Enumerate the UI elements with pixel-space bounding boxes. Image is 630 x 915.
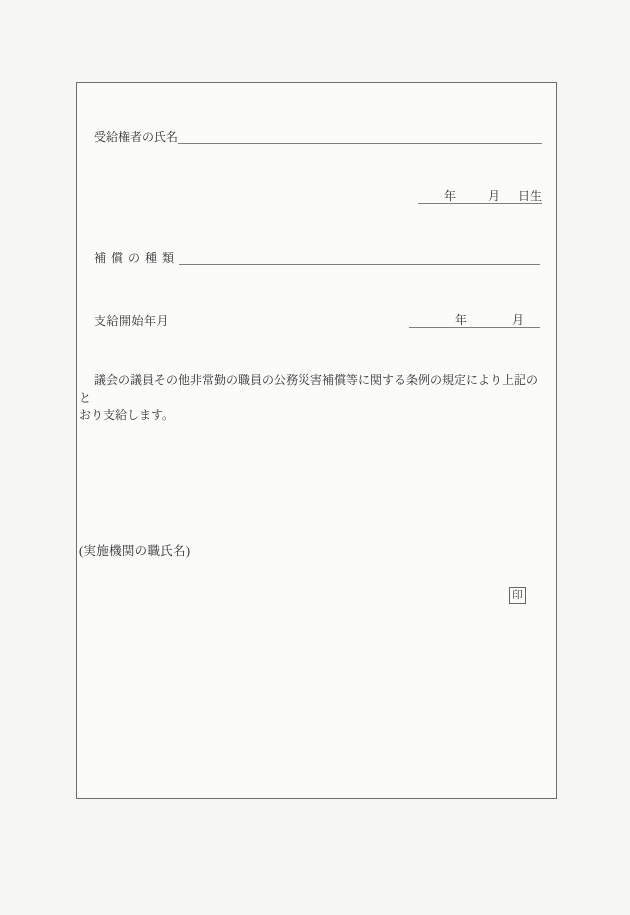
compensation-type-row xyxy=(94,250,540,265)
implementing-agency-label: (実施機関の職氏名) xyxy=(79,544,191,558)
payment-start-blank-line[interactable] xyxy=(409,313,540,328)
birth-year-label: 年 xyxy=(443,189,456,203)
payment-start-label: 支給開始年月 xyxy=(94,314,170,328)
seal-label: 印 xyxy=(512,590,523,601)
payment-statement xyxy=(79,372,549,425)
recipient-name-label: 受給権者の氏名 xyxy=(94,130,179,144)
seal-placeholder-box xyxy=(509,587,526,604)
start-year-label: 年 xyxy=(454,313,467,327)
form-document xyxy=(76,82,557,799)
start-month-label: 月 xyxy=(511,313,524,327)
compensation-type-label: 補償の種類 xyxy=(94,251,180,265)
payment-statement-line-1: 議会の議員その他非常勤の職員の公務災害補償等に関する条例の規定により上記のと xyxy=(79,373,539,405)
recipient-name-row xyxy=(94,129,542,144)
birth-date-blank-line[interactable] xyxy=(418,189,542,204)
payment-start-row xyxy=(94,313,540,328)
birth-day-born-label: 日生 xyxy=(517,189,542,203)
birth-month-label: 月 xyxy=(487,189,500,203)
compensation-type-blank-line[interactable] xyxy=(179,250,540,265)
recipient-name-blank-line[interactable] xyxy=(178,129,542,144)
payment-statement-line-2: おり支給します。 xyxy=(79,408,175,422)
